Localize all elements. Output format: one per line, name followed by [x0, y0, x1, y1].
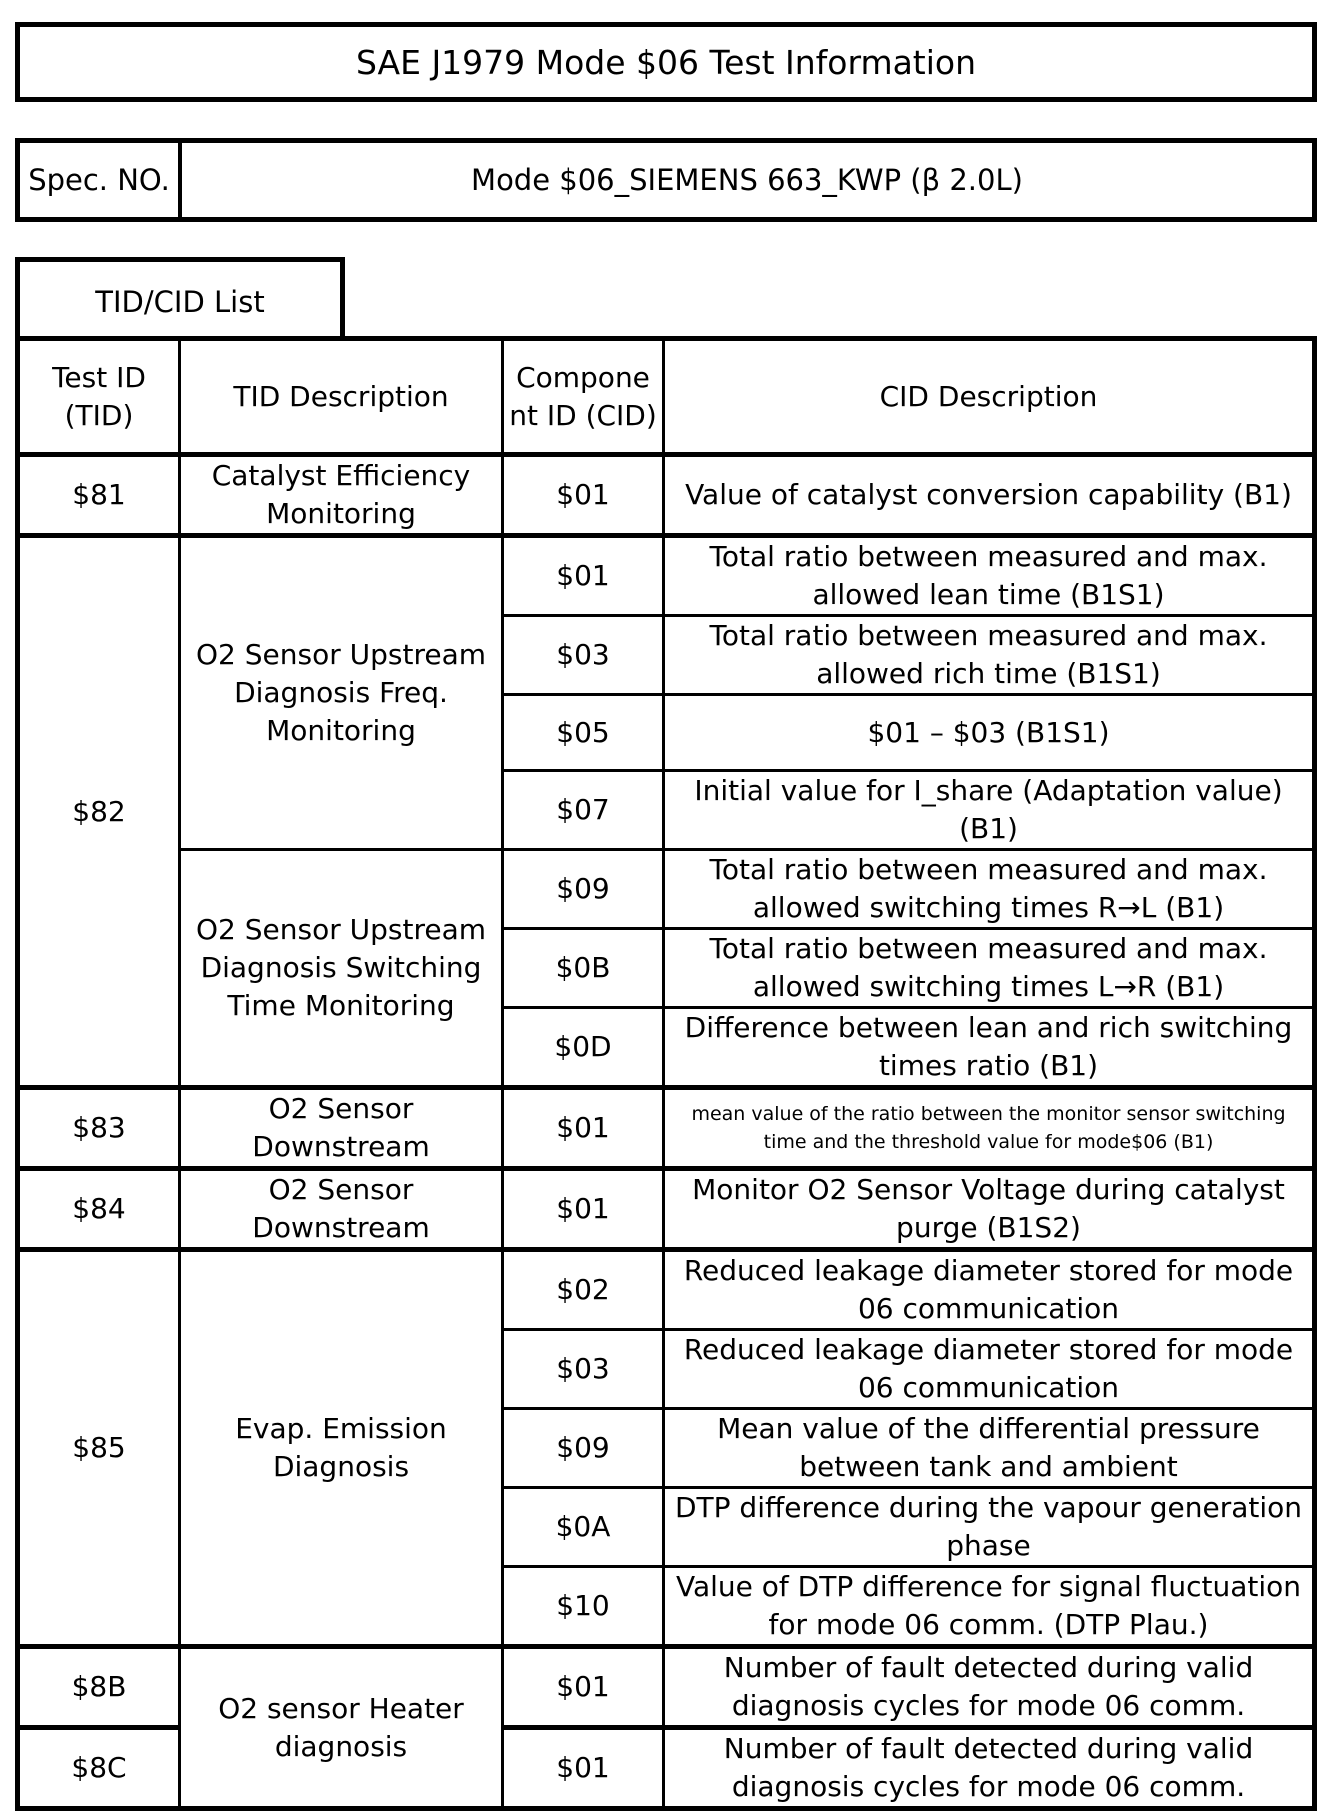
cid-description-cell: $01 – $03 (B1S1)	[664, 695, 1315, 771]
tid-cell: $84	[18, 1169, 180, 1250]
cid-cell: $09	[503, 850, 664, 929]
document-title-text: SAE J1979 Mode $06 Test Information	[355, 42, 977, 82]
cid-description-cell: Value of DTP difference for signal fluctuation for mode 06 comm. (DTP Plau.)	[664, 1567, 1315, 1647]
list-title-text: TID/CID List	[95, 284, 265, 319]
cid-description-cell: Mean value of the differential pressure between tank and ambient	[664, 1409, 1315, 1488]
table-row	[18, 536, 1315, 616]
cid-cell: $0B	[503, 929, 664, 1008]
cid-description-cell: Number of fault detected during valid diagnosis cycles for mode 06 comm.	[664, 1728, 1315, 1809]
cid-cell: $01	[503, 536, 664, 616]
tid-description-cell: O2 Sensor Upstream Diagnosis Freq. Monitoring	[180, 536, 503, 850]
cid-cell: $0A	[503, 1488, 664, 1567]
cid-cell: $05	[503, 695, 664, 771]
cid-cell: $10	[503, 1567, 664, 1647]
cid-description-cell: Total ratio between measured and max. allowed switching times L→R (B1)	[664, 929, 1315, 1008]
cid-description-cell: Reduced leakage diameter stored for mode 06 communication	[664, 1250, 1315, 1330]
table-row	[18, 455, 1315, 536]
cid-cell: $07	[503, 771, 664, 850]
tid-cell: $81	[18, 455, 180, 536]
cid-description-cell: Total ratio between measured and max. allowed switching times R→L (B1)	[664, 850, 1315, 929]
tid-cell: $82	[18, 536, 180, 1088]
tid-description-cell: O2 sensor Heater diagnosis	[180, 1647, 503, 1809]
table-row	[18, 1169, 1315, 1250]
tid-cid-table	[15, 336, 1317, 1811]
header-cid: Compone nt ID (CID)	[503, 339, 664, 455]
tid-description-cell: Evap. Emission Diagnosis	[180, 1250, 503, 1647]
tid-description-cell: Catalyst Efficiency Monitoring	[180, 455, 503, 536]
cid-cell: $0D	[503, 1008, 664, 1088]
cid-cell: $03	[503, 1330, 664, 1409]
cid-cell: $01	[503, 1728, 664, 1809]
cid-description-cell: Number of fault detected during valid diagnosis cycles for mode 06 comm.	[664, 1647, 1315, 1728]
header-tid: Test ID (TID)	[18, 339, 180, 455]
cid-description-cell: mean value of the ratio between the monitor sensor switching time and the threshold value for mode$06 (B1)	[664, 1088, 1315, 1169]
cid-description-cell: Reduced leakage diameter stored for mode 06 communication	[664, 1330, 1315, 1409]
cid-description-cell: Initial value for I_share (Adaptation value) (B1)	[664, 771, 1315, 850]
cid-cell: $01	[503, 1088, 664, 1169]
header-tid-description: TID Description	[180, 339, 503, 455]
spec-number-label: Spec. NO.	[20, 143, 182, 217]
cid-description-cell: Monitor O2 Sensor Voltage during catalyst purge (B1S2)	[664, 1169, 1315, 1250]
table-row	[18, 1250, 1315, 1330]
cid-description-cell: Total ratio between measured and max. allowed lean time (B1S1)	[664, 536, 1315, 616]
cid-description-cell: Value of catalyst conversion capability (B1)	[664, 455, 1315, 536]
cid-description-cell: Total ratio between measured and max. allowed rich time (B1S1)	[664, 616, 1315, 695]
tid-description-cell: O2 Sensor Downstream	[180, 1088, 503, 1169]
tid-description-cell: O2 Sensor Downstream	[180, 1169, 503, 1250]
cid-cell: $03	[503, 616, 664, 695]
spec-number-box	[15, 138, 1317, 222]
cid-cell: $01	[503, 1169, 664, 1250]
cid-cell: $01	[503, 455, 664, 536]
table-header-row	[18, 339, 1315, 455]
table-row	[18, 1647, 1315, 1728]
cid-cell: $09	[503, 1409, 664, 1488]
tid-description-cell: O2 Sensor Upstream Diagnosis Switching Time Monitoring	[180, 850, 503, 1088]
table-row	[18, 1088, 1315, 1169]
cid-cell: $02	[503, 1250, 664, 1330]
table-row	[18, 850, 1315, 929]
document-title	[15, 22, 1317, 102]
tid-cell: $85	[18, 1250, 180, 1647]
cid-cell: $01	[503, 1647, 664, 1728]
header-cid-description: CID Description	[664, 339, 1315, 455]
spec-number-value: Mode $06_SIEMENS 663_KWP (β 2.0L)	[471, 163, 1023, 197]
list-title-tab	[15, 257, 345, 341]
tid-cell: $8B	[18, 1647, 180, 1728]
cid-description-cell: Difference between lean and rich switching times ratio (B1)	[664, 1008, 1315, 1088]
tid-cell: $83	[18, 1088, 180, 1169]
tid-cell: $8C	[18, 1728, 180, 1809]
cid-description-cell: DTP difference during the vapour generation phase	[664, 1488, 1315, 1567]
